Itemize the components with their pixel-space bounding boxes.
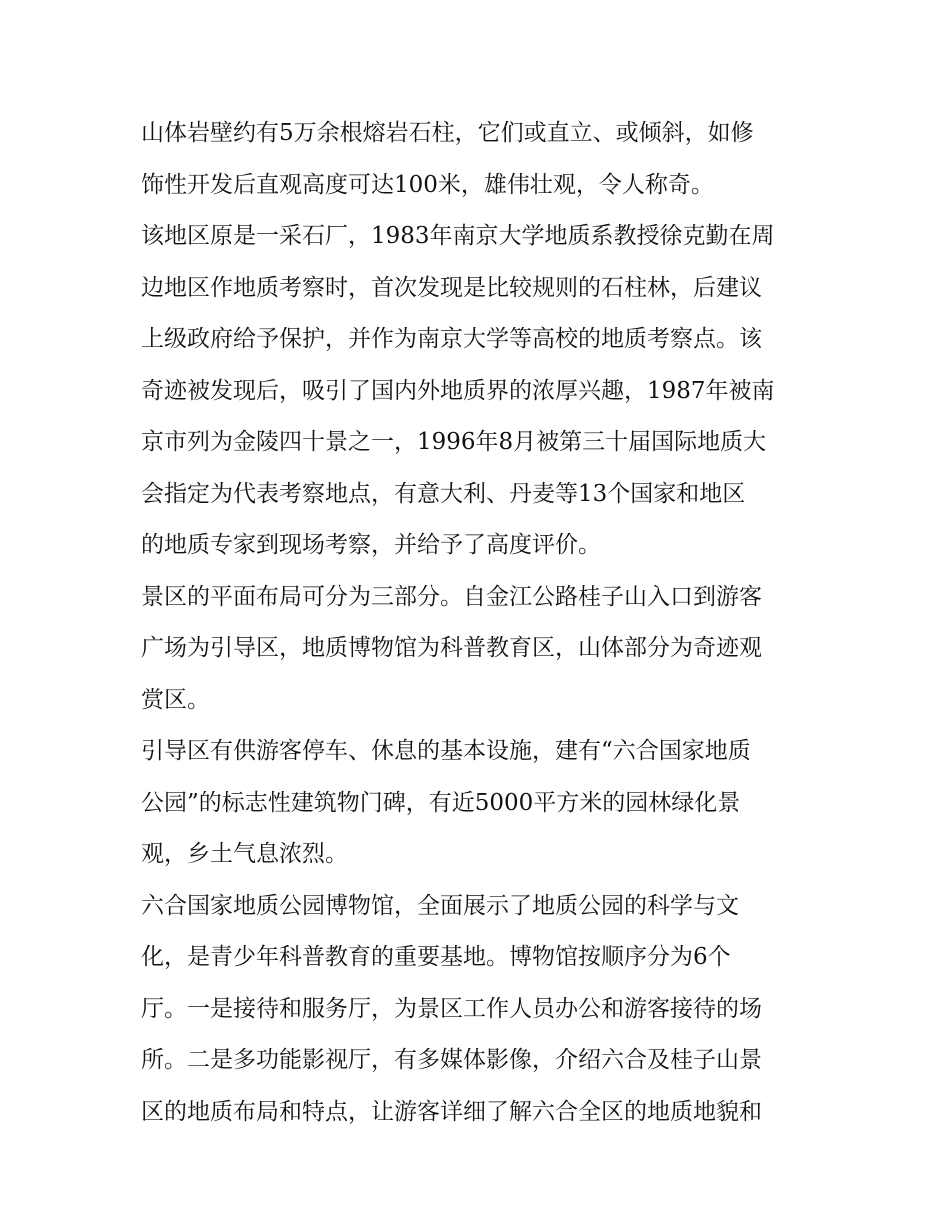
text-line: 观，乡土气息浓烈。 [141,841,348,867]
text-line: 京市列为金陵四十景之一，1996年8月被第三十届国际地质大 [141,429,767,455]
text-line: 的地质专家到现场考察，并给予了高度评价。 [141,532,601,558]
body-text [141,108,821,1138]
text-line: 饰性开发后直观高度可达100米，雄伟壮观，令人称奇。 [141,171,714,198]
text-line: 奇迹被发现后，吸引了国内外地质界的浓厚兴趣，1987年被南 [141,377,775,404]
text-line: 厅。一是接待和服务厅，为景区工作人员办公和游客接待的场 [141,995,762,1022]
text-line: 所。二是多功能影视厅，有多媒体影像，介绍六合及桂子山景 [141,1047,762,1073]
text-line: 引导区有供游客停车、休息的基本设施，建有“六合国家地质 [141,738,751,764]
text-line: 景区的平面布局可分为三部分。自金江公路桂子山入口到游客 [141,583,762,610]
text-line: 赏区。 [141,686,210,713]
text-line: 六合国家地质公园博物馆，全面展示了地质公园的科学与文 [141,892,739,919]
text-line: 上级政府给予保护，并作为南京大学等高校的地质考察点。该 [141,326,762,352]
text-line: 化，是青少年科普教育的重要基地。博物馆按顺序分为6个 [141,944,731,970]
text-line: 会指定为代表考察地点，有意大利、丹麦等13个国家和地区 [141,480,746,507]
text-line: 区的地质布局和特点，让游客详细了解六合全区的地质地貌和 [141,1098,762,1125]
text-line: 边地区作地质考察时，首次发现是比较规则的石柱林，后建议 [141,274,762,301]
text-line: 该地区原是一采石厂，1983年南京大学地质系教授徐克勤在周 [141,223,775,249]
text-line: 广场为引导区，地质博物馆为科普教育区，山体部分为奇迹观 [141,635,762,661]
text-line: 山体岩壁约有5万余根熔岩石柱，它们或直立、或倾斜，如修 [141,120,754,146]
text-line: 公园”的标志性建筑物门碑，有近5000平方米的园林绿化景 [141,789,741,816]
